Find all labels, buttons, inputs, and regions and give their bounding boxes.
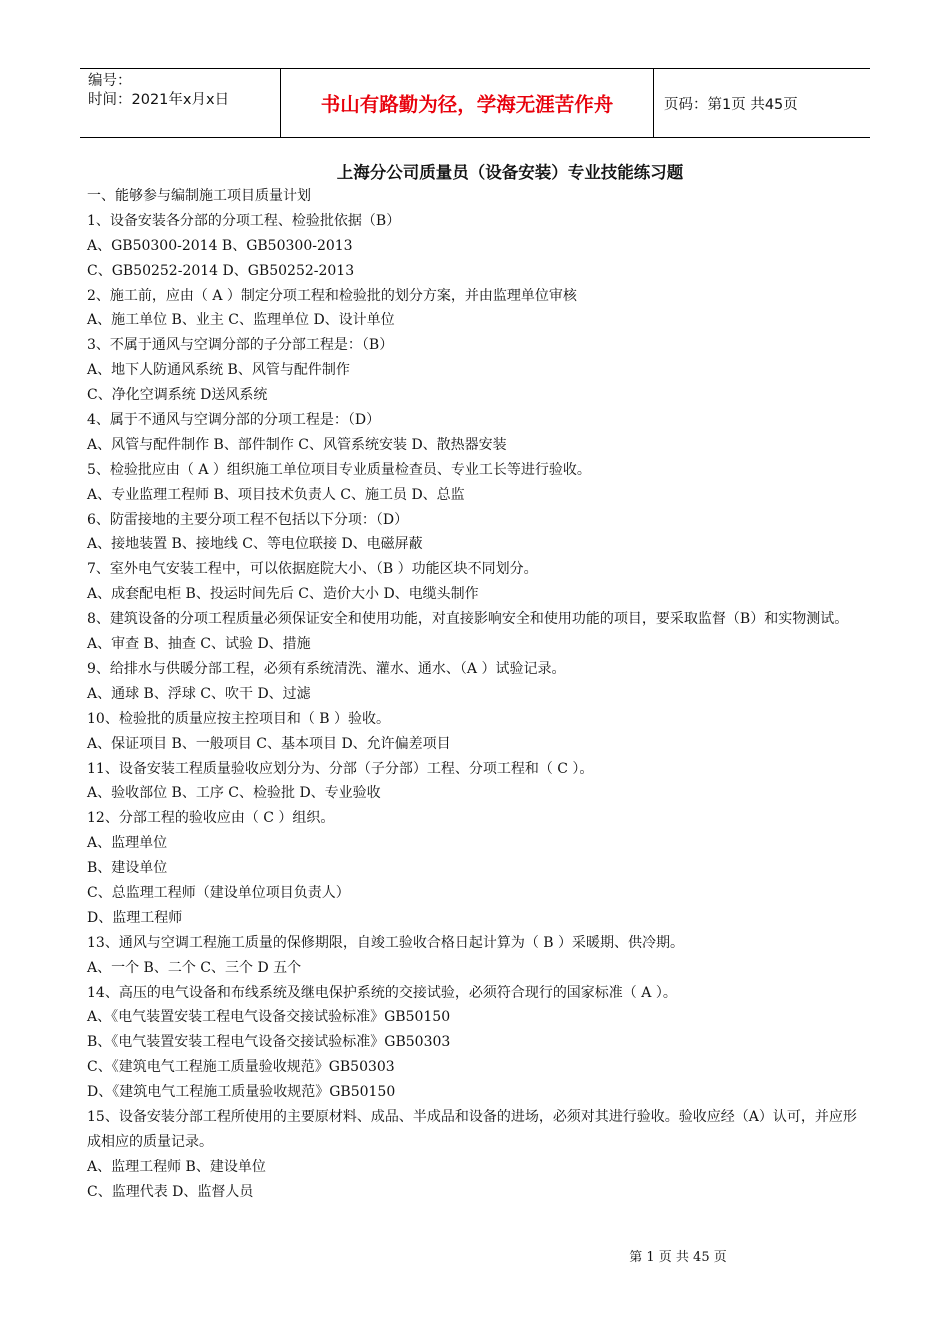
text-line: 15、设备安装分部工程所使用的主要原材料、成品、半成品和设备的进场，必须对其进行验收。验收应经（A）认可，并应形成相应的质量记录。 <box>87 1108 857 1150</box>
text-line: C、总监理工程师（建设单位项目负责人） <box>87 884 350 901</box>
text-line: B、建设单位 <box>87 860 168 877</box>
document-title: 上海分公司质量员（设备安装）专业技能练习题 <box>336 163 684 182</box>
text-line: 12、分部工程的验收应由（ C ）组织。 <box>87 810 335 827</box>
text-line: 7、室外电气安装工程中，可以依据庭院大小、（B ）功能区块不同划分。 <box>87 561 538 578</box>
text-line: A、审查 B、抽查 C、试验 D、措施 <box>87 636 311 653</box>
text-line: C、监理代表 D、监督人员 <box>87 1183 254 1200</box>
text-line: 3、不属于通风与空调分部的子分部工程是：（B） <box>87 337 394 354</box>
page-header <box>80 68 870 138</box>
text-line: D、《建筑电气工程施工质量验收规范》GB50150 <box>87 1084 396 1101</box>
text-line: A、通球 B、浮球 C、吹干 D、过滤 <box>87 685 311 702</box>
text-line: A、成套配电柜 B、投运时间先后 C、造价大小 D、电缆头制作 <box>87 586 479 603</box>
text-line: 14、高压的电气设备和布线系统及继电保护系统的交接试验，必须符合现行的国家标准（ A ）。 <box>87 984 677 1001</box>
text-line: C、净化空调系统 D送风系统 <box>87 387 268 404</box>
text-line: A、保证项目 B、一般项目 C、基本项目 D、允许偏差项目 <box>87 735 451 752</box>
text-line: 13、通风与空调工程施工质量的保修期限，自竣工验收合格日起计算为（ B ）采暖期、供冷期。 <box>87 934 685 951</box>
question-list <box>87 184 862 1205</box>
text-line: A、验收部位 B、工序 C、检验批 D、专业验收 <box>87 785 381 802</box>
text-line: 8、建筑设备的分项工程质量必须保证安全和使用功能，对直接影响安全和使用功能的项目，要采取监督（B）和实物测试。 <box>87 611 849 628</box>
text-line: A、《电气装置安装工程电气设备交接试验标准》GB50150 <box>87 1009 451 1026</box>
text-line: A、接地装置 B、接地线 C、等电位联接 D、电磁屏蔽 <box>87 536 423 553</box>
header-page-info: 页码：第1页 共45页 <box>664 96 798 113</box>
text-line: A、监理单位 <box>87 835 168 852</box>
text-line: 4、属于不通风与空调分部的分项工程是：（D） <box>87 412 381 429</box>
text-line: 一、能够参与编制施工项目质量计划 <box>87 188 311 204</box>
text-line: 5、检验批应由（ A ）组织施工单位项目专业质量检查员、专业工长等进行验收。 <box>87 461 591 478</box>
text-line: A、专业监理工程师 B、项目技术负责人 C、施工员 D、总监 <box>87 486 465 503</box>
text-line: 9、给排水与供暖分部工程，必须有系统清洗、灌水、通水、（A ）试验记录。 <box>87 660 566 677</box>
number-label: 编号： <box>88 73 132 89</box>
text-line: A、风管与配件制作 B、部件制作 C、风管系统安装 D、散热器安装 <box>87 436 507 453</box>
text-line: A、监理工程师 B、建设单位 <box>87 1158 266 1175</box>
text-line: A、地下人防通风系统 B、风管与配件制作 <box>87 362 350 379</box>
page-footer: 第 1 页 共 45 页 <box>629 1250 727 1265</box>
header-motto: 书山有路勤为径，学海无涯苦作舟 <box>281 69 654 137</box>
text-line: C、GB50252-2014 D、GB50252-2013 <box>87 262 355 279</box>
text-line: 2、施工前，应由（ A ）制定分项工程和检验批的划分方案，并由监理单位审核 <box>87 287 577 304</box>
text-line: 1、设备安装各分部的分项工程、检验批依据（B） <box>87 212 401 229</box>
text-line: C、《建筑电气工程施工质量验收规范》GB50303 <box>87 1059 395 1076</box>
text-line: D、监理工程师 <box>87 909 183 926</box>
text-line: A、一个 B、二个 C、三个 D 五个 <box>87 959 302 976</box>
header-meta <box>80 69 281 137</box>
text-line: 11、设备安装工程质量验收应划分为、分部（子分部）工程、分项工程和（ C ）。 <box>87 760 594 777</box>
date-label: 时间：2021年x月x日 <box>88 92 230 108</box>
text-line: A、GB50300-2014 B、GB50300-2013 <box>87 237 353 254</box>
text-line: B、《电气装置安装工程电气设备交接试验标准》GB50303 <box>87 1034 451 1051</box>
text-line: 6、防雷接地的主要分项工程不包括以下分项：（D） <box>87 511 409 528</box>
text-line: 10、检验批的质量应按主控项目和（ B ）验收。 <box>87 710 391 727</box>
text-line: A、施工单位 B、业主 C、监理单位 D、设计单位 <box>87 312 395 329</box>
